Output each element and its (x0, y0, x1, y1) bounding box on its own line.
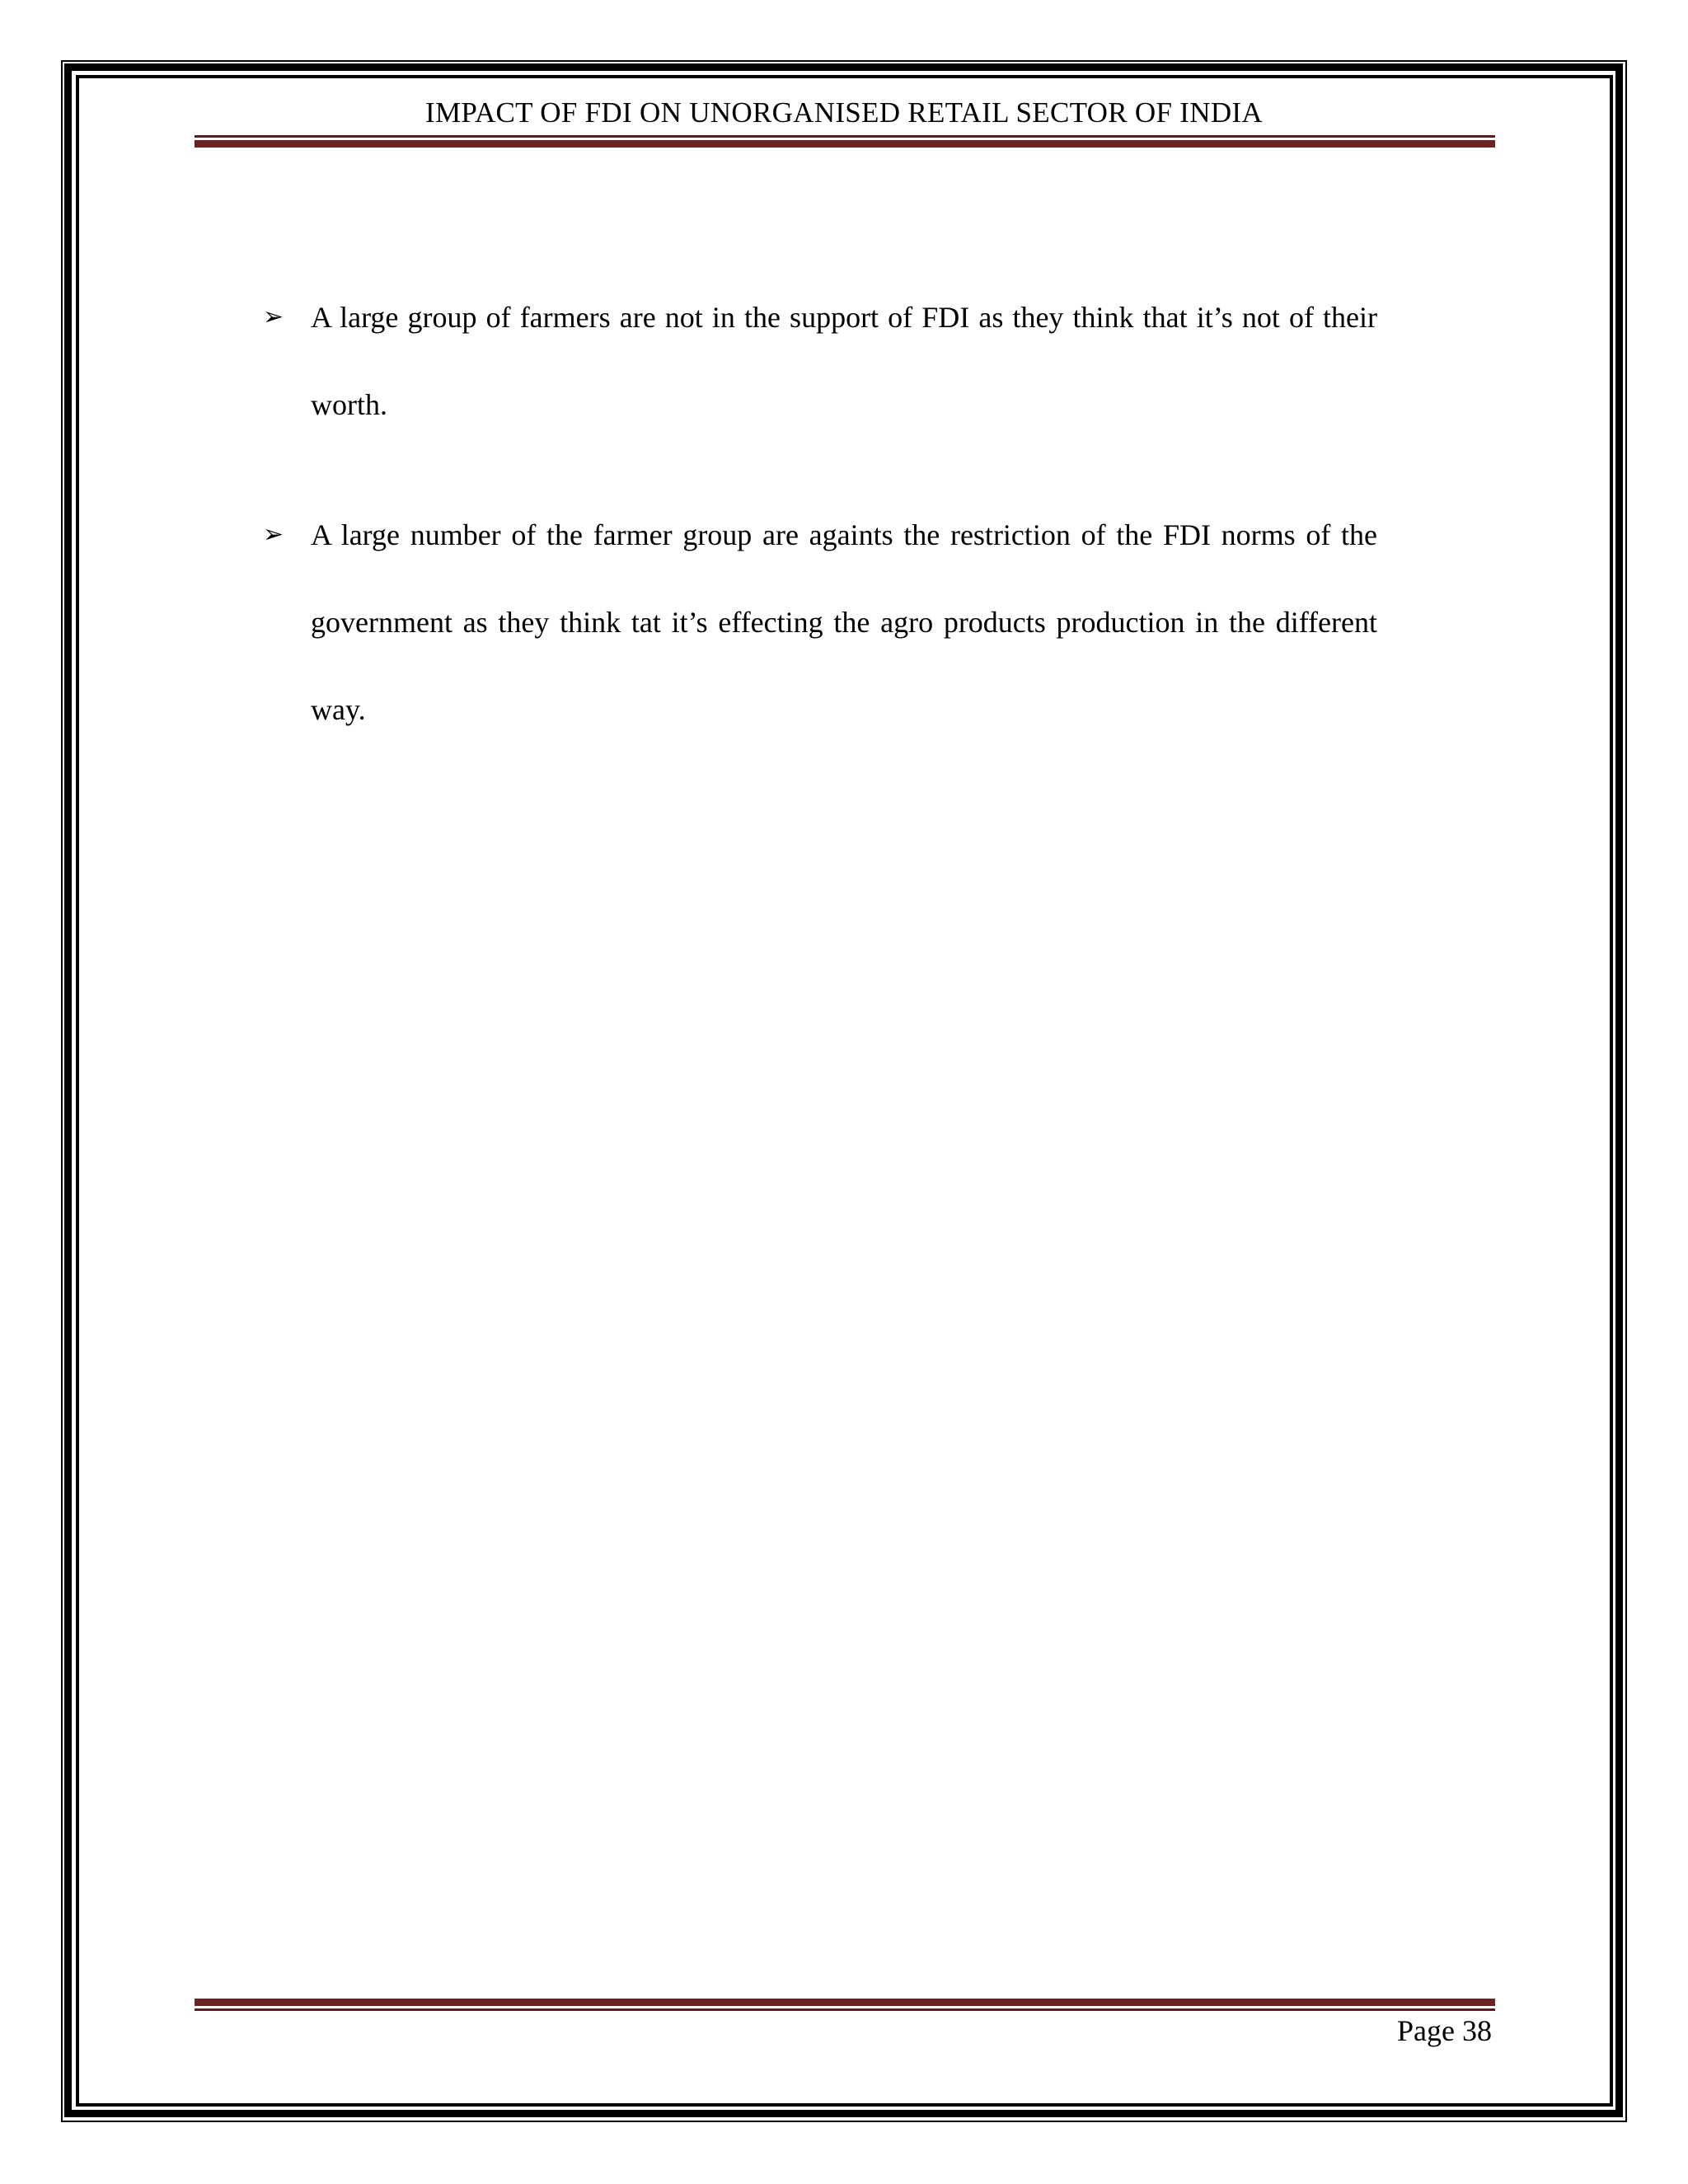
header-rule-thin (195, 135, 1495, 138)
arrow-bullet-icon: ➢ (263, 302, 284, 331)
bullet-item (256, 274, 1377, 448)
bullet-item (256, 491, 1377, 753)
header-rule-thick (195, 140, 1495, 148)
footer-rule-thin (195, 2008, 1495, 2011)
running-header-title: IMPACT OF FDI ON UNORGANISED RETAIL SECTOR OF INDIA (425, 96, 1263, 129)
page-number: Page 38 (1397, 2014, 1492, 2047)
body-content (256, 274, 1377, 796)
bullet-text: A large group of farmers are not in the support of FDI as they think that it’s not of their worth. (311, 301, 1377, 421)
bullet-text: A large number of the farmer group are againts the restriction of the FDI norms of the government as they think tat it’s effecting the agro products production in the different way. (311, 518, 1377, 726)
footer-rule-thick (195, 1999, 1495, 2006)
arrow-bullet-icon: ➢ (263, 520, 284, 549)
